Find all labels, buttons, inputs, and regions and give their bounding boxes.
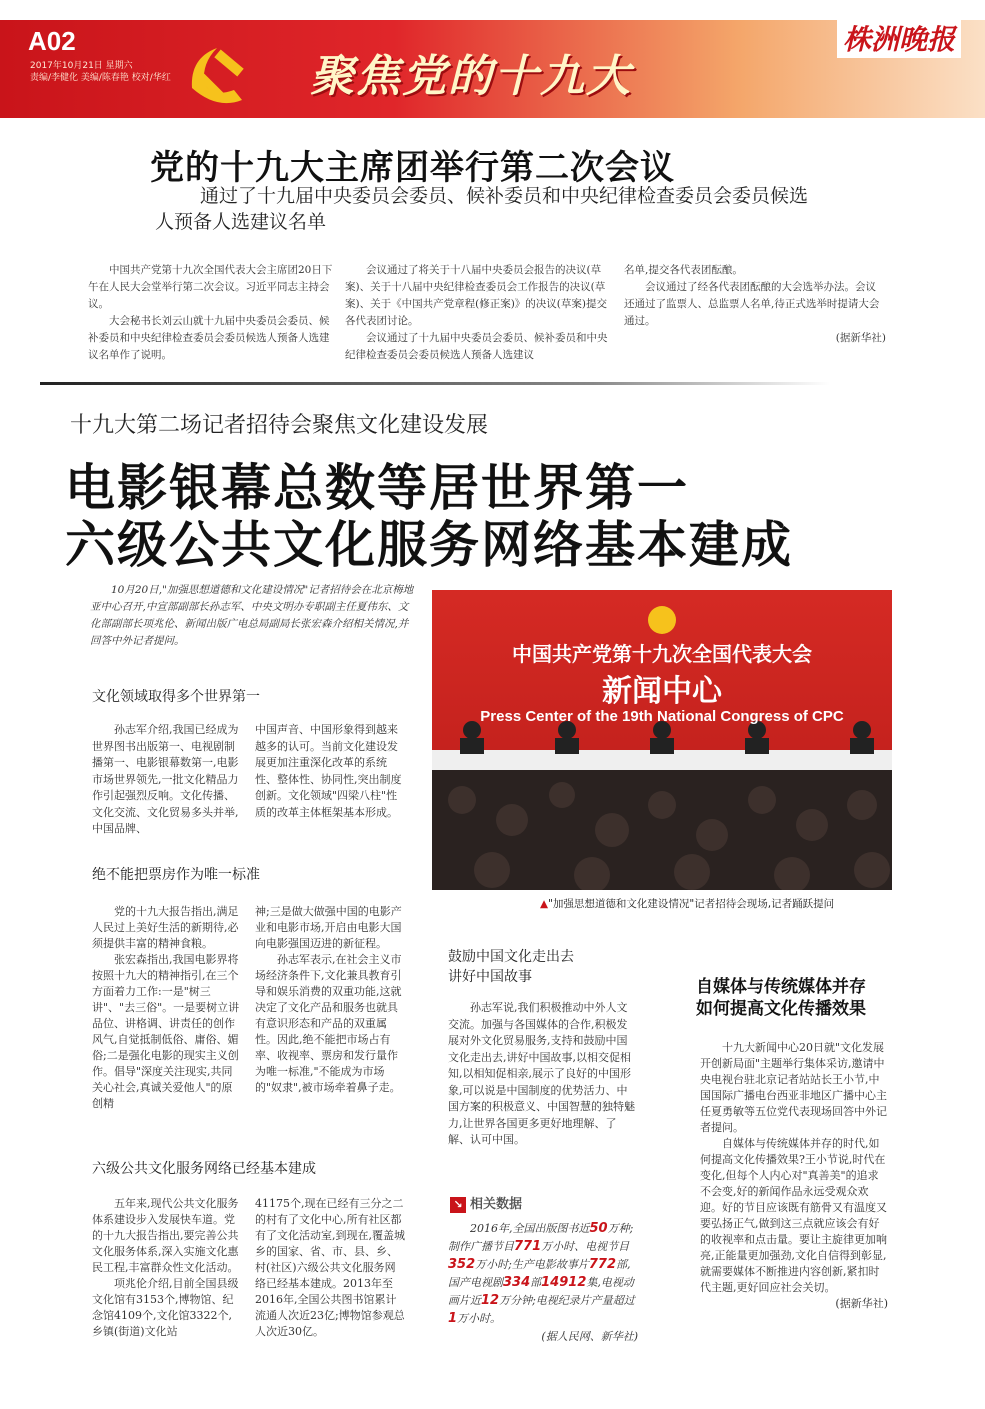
photo-backdrop-line3: Press Center of the 19th National Congress of CPC [480, 708, 844, 725]
section4-title-line1: 鼓励中国文化走出去 [448, 949, 574, 965]
section2-col2-p1: 神;三是做大做强中国的电影产业和电影市场,开启由电影大国向电影强国迈进的新征程。 [255, 905, 402, 950]
story1-col2-p1: 会议通过了将关于十八届中央委员会报告的决议(草案)、关于十八届中央纪律检查委员会工作报告的决议(草案)、关于《中国共产党章程(修正案)》的决议(草案)提交各代表团讨论。 [345, 264, 607, 327]
section3-col2-text: 41175个,现在已经有三分之二的村有了文化中心,所有社区都有了文化活动室,到现在,覆盖城乡的国家、省、市、县、乡、村(社区)六级公共文化服务网络已经基本建成。2013年至2016年,全国公共图书馆累计流通人次近23亿;博物馆参观总人次近30亿。 [255, 1197, 405, 1338]
story1-col3 [624, 262, 886, 347]
story1-subheadline: 通过了十九届中央委员会委员、候补委员和中央纪律检查委员会委员候选人预备人选建议名单 [155, 185, 809, 233]
sidebar-title-line2: 如何提高文化传播效果 [696, 999, 866, 1019]
related-value: 12 [481, 1293, 500, 1308]
related-text: 2016年,全国出版图书近 [470, 1222, 590, 1235]
section3-col1-p1: 五年来,现代公共文化服务体系建设步入发展快车道。党的十九大报告指出,要完善公共文化服务体系,深入实施文化惠民工程,丰富群众性文化活动。 [92, 1197, 239, 1274]
story1-col1-p1: 中国共产党第十九次全国代表大会主席团20日下午在人民大会堂举行第二次会议。习近平同志主持会议。 [88, 264, 333, 310]
photo-caption [540, 896, 834, 911]
section3-col1-p2: 项兆伦介绍,目前全国县级文化馆有3153个,博物馆、纪念馆4109个,文化馆3322个,乡镇(街道)文化站 [92, 1277, 239, 1338]
story1-source: (据新华社) [835, 332, 886, 344]
story2-lead [90, 582, 415, 650]
story1-col2-p2: 会议通过了十九届中央委员会委员、候补委员和中央纪律检查委员会委员候选人预备人选建议 [345, 332, 608, 361]
section-title: 聚焦党的十九大 [310, 51, 632, 102]
story1-col3-p1: 名单,提交各代表团酝酿。 [624, 264, 743, 276]
related-text: 集,电视动画片近 [448, 1276, 634, 1307]
related-text: 部,国产电视剧 [448, 1258, 631, 1289]
story2-kicker: 十九大第二场记者招待会聚焦文化建设发展 [70, 413, 489, 438]
section4-title-line2: 讲好中国故事 [448, 969, 532, 985]
sidebar-title-line1: 自媒体与传统媒体并存 [696, 977, 866, 997]
related-data-header [450, 1193, 522, 1213]
related-value: 50 [589, 1221, 608, 1236]
party-emblem-icon [172, 28, 262, 118]
section3-col2 [255, 1196, 405, 1340]
section-divider [40, 382, 830, 385]
sidebar-source: (据新华社) [835, 1297, 888, 1310]
related-text: 万小时;生产电影故事片 [475, 1258, 589, 1271]
section2-col1-p2: 张宏森指出,我国电影界将按照十九大的精神指引,在三个方面着力工作:一是"树三讲"、"去三俗"。一是要树立讲品位、讲格调、讲责任的创作风气,自觉抵制低俗、庸俗、媚俗;二是强化电影的现实主义创作。倡导"深度关注现实,共同关心社会,真诚关爱他人"的原创精 [92, 953, 240, 1110]
section1-title: 文化领域取得多个世界第一 [92, 689, 260, 705]
date-line: 2017年10月21日 星期六 [30, 61, 133, 71]
related-value: 14912 [541, 1275, 587, 1290]
section2-col2-p2: 孙志军表示,在社会主义市场经济条件下,文化兼具教育引导和娱乐消费的双重功能,这就决定了文化产品和服务也就具有意识形态和产品的双重属性。因此,绝不能把市场占有率、收视率、票房和发行量作为唯一标准,"不能成为市场的"奴隶",被市场牵着鼻子走。 [255, 953, 402, 1094]
related-text: 部 [530, 1276, 542, 1289]
related-data-label: 相关数据 [470, 1197, 523, 1212]
section2-col2 [255, 904, 405, 1096]
section3-col1 [92, 1196, 242, 1340]
section4-body [448, 1000, 638, 1149]
section1-col1-text: 孙志军介绍,我国已经成为世界图书出版第一、电视剧制播第一、电影银幕数第一,电影市场世界领先,一批文化精品力作引起强烈反响。文化传播、文化交流、文化贸易多头并举,中国品牌、 [92, 723, 239, 835]
newspaper-masthead: 株洲晚报 [837, 18, 961, 58]
section2-title: 绝不能把票房作为唯一标准 [92, 867, 260, 883]
sidebar-p2: 自媒体与传统媒体并存的时代,如何提高文化传播效果?王小节说,时代在变化,但每个人内心对"真善美"的追求不会变,好的新闻作品永远受观众欢迎。好的节目应该既有筋骨又有温度又要弘扬正气,做到这三点就应该会有好的收视率和点击量。要让主旋律更加响亮,正能量更加强劲,文化自信得到彰显,就需要媒体不断推进内容创新,紧扣时代主题,更好回应社会关切。 [700, 1137, 887, 1294]
story1-col2 [345, 262, 610, 364]
photo-emblem-icon [648, 606, 676, 634]
sidebar-title [696, 976, 866, 1020]
arrow-icon: ↘ [450, 1197, 466, 1213]
related-value: 1 [448, 1311, 458, 1326]
related-text: 万分钟;电视纪录片产量超过 [499, 1294, 635, 1307]
story2-lead-text: 10月20日,"加强思想道德和文化建设情况"记者招待会在北京梅地亚中心召开,中宣部副部长孙志军、中央文明办专职副主任夏伟东、文化部副部长项兆伦、新闻出版广电总局副局长张宏森介绍相关情况,并回答中外记者提问。 [90, 584, 414, 647]
page-number: A02 [28, 26, 76, 56]
banner-top-strip [0, 0, 985, 20]
section1-col2 [255, 722, 405, 821]
related-value: 772 [588, 1257, 616, 1272]
story2-headline-line2: 六级公共文化服务网络基本建成 [65, 516, 793, 574]
related-text: 万小时、电视节目 [541, 1240, 630, 1253]
sidebar-body [700, 1040, 888, 1312]
story1-headline: 党的十九大主席团举行第二次会议 [150, 148, 675, 188]
story1-col1 [88, 262, 333, 364]
photo-caption-text: "加强思想道德和文化建设情况"记者招待会现场,记者踊跃提问 [548, 898, 835, 910]
photo-backdrop-line1: 中国共产党第十九次全国代表大会 [512, 642, 812, 666]
story1-col1-p2: 大会秘书长刘云山就十九届中央委员会委员、候补委员和中央纪律检查委员会委员候选人预备人选建议名单作了说明。 [88, 315, 330, 361]
story2-headline-line1: 电影银幕总数等居世界第一 [65, 459, 689, 517]
sidebar-p1: 十九大新闻中心20日就"文化发展开创新局面"主题举行集体采访,邀请中央电视台驻北京记者站站长王小节,中国国际广播电台西亚非地区广播中心主任夏勇敏等五位党代表现场回答中外记者提问。 [700, 1041, 887, 1134]
photo-backdrop-line2: 新闻中心 [602, 674, 722, 709]
section1-col2-text: 中国声音、中国形象得到越来越多的认可。当前文化建设发展更加注重深化改革的系统性、整体性、协同性,突出制度创新。文化领域"四梁八柱"性质的改革主体框架基本形成。 [255, 723, 402, 819]
related-data-body [448, 1220, 638, 1346]
section2-col1-p1: 党的十九大报告指出,满足人民过上美好生活的新期待,必须提供丰富的精神食粮。 [92, 905, 239, 950]
related-text: 万小时。 [457, 1312, 502, 1325]
caption-triangle-icon: ▲ [540, 898, 549, 910]
related-value: 352 [448, 1257, 476, 1272]
press-conference-photo [432, 590, 892, 890]
section2-col1 [92, 904, 242, 1112]
section3-title: 六级公共文化服务网络已经基本建成 [92, 1161, 316, 1177]
story1-col3-p2: 会议通过了经各代表团酝酿的大会选举办法。会议还通过了监票人、总监票人名单,待正式选举时提请大会通过。 [624, 281, 880, 327]
section4-body-text: 孙志军说,我们积极推动中外人文交流。加强与各国媒体的合作,积极发展对外文化贸易服务,支持和鼓励中国文化走出去,讲好中国故事,以相交促相知,以相知促相亲,展示了良好的中国形象,可以说是中国制度的优势活力、中国方案的积极意义、中国智慧的独特魅力,让世界各国更多更好地理解、了解、认可中国。 [448, 1001, 635, 1146]
photo-illustration [432, 590, 892, 890]
related-source: (据人民网、新华社) [541, 1330, 638, 1343]
section1-col1 [92, 722, 242, 838]
staff-line: 责编/李健化 美编/陈春艳 校对/华红 [30, 73, 171, 83]
related-value: 771 [514, 1239, 542, 1254]
related-text: 万种;制作广播节目 [448, 1222, 634, 1253]
related-value: 334 [503, 1275, 531, 1290]
